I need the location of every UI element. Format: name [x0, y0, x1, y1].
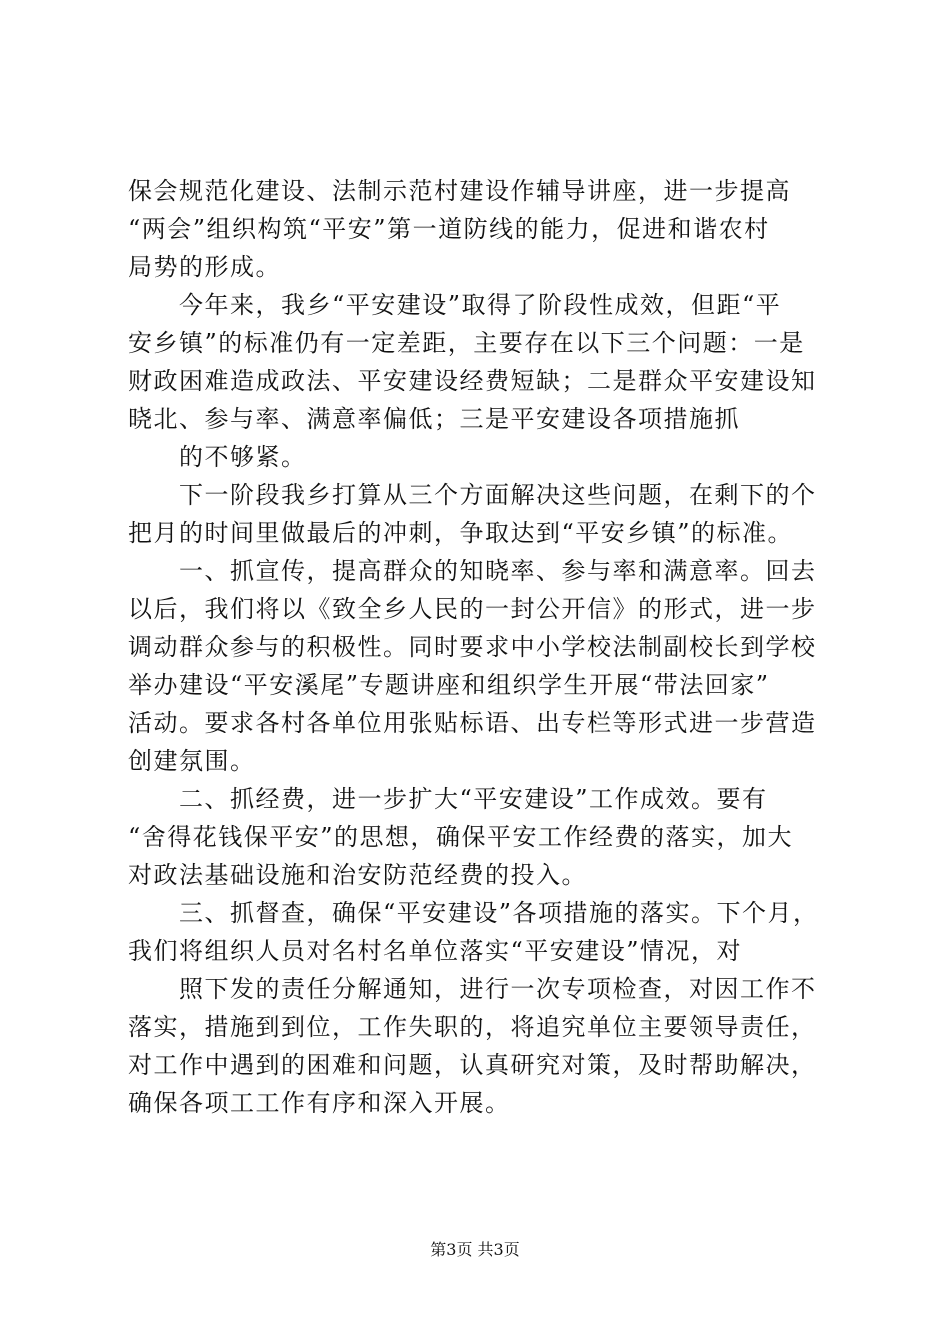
text-line: 活动。要求各村各单位用张贴标语、出专栏等形式进一步营造 [128, 709, 817, 737]
text-line: 创建氛围。 [128, 747, 256, 775]
text-line: 照下发的责任分解通知，进行一次专项检查，对因工作不 [128, 975, 817, 1003]
text-line: “舍得花钱保平安”的思想，确保平安工作经费的落实，加大 [128, 823, 794, 851]
text-line: 今年来，我乡“平安建设”取得了阶段性成效，但距“平 [128, 291, 782, 319]
text-line: 确保各项工工作有序和深入开展。 [128, 1089, 511, 1117]
text-line: 局势的形成。 [128, 253, 281, 281]
page-number-label: 第3页 共3页 [430, 1240, 520, 1259]
text-line: 对政法基础设施和治安防范经费的投入。 [128, 861, 587, 889]
text-line: 落实，措施到到位，工作失职的，将追究单位主要领导责任， [128, 1013, 817, 1041]
text-line: 以后，我们将以《致全乡人民的一封公开信》的形式，进一步 [128, 595, 817, 623]
text-line: 二、抓经费，进一步扩大“平安建设”工作成效。要有 [128, 785, 768, 813]
text-line: 三、抓督查，确保“平安建设”各项措施的落实。下个月， [128, 899, 819, 927]
text-line: 下一阶段我乡打算从三个方面解决这些问题，在剩下的个 [128, 481, 817, 509]
text-line: 保会规范化建设、法制示范村建设作辅导讲座，进一步提高 [128, 177, 791, 205]
text-line: 我们将组织人员对名村名单位落实“平安建设”情况，对 [128, 937, 743, 965]
text-line: “两会”组织构筑“平安”第一道防线的能力，促进和谐农村 [128, 215, 770, 243]
text-line: 财政困难造成政法、平安建设经费短缺；二是群众平安建设知 [128, 367, 817, 395]
text-line: 的不够紧。 [128, 443, 307, 471]
text-line: 调动群众参与的积极性。同时要求中小学校法制副校长到学校 [128, 633, 817, 661]
text-line: 安乡镇”的标准仍有一定差距，主要存在以下三个问题：一是 [128, 329, 805, 357]
text-line: 把月的时间里做最后的冲刺，争取达到“平安乡镇”的标准。 [128, 519, 794, 547]
document-body [128, 172, 838, 1122]
text-line: 晓北、参与率、满意率偏低；三是平安建设各项措施抓 [128, 405, 740, 433]
text-line: 一、抓宣传，提高群众的知晓率、参与率和满意率。回去 [128, 557, 817, 585]
text-line: 举办建设“平安溪尾”专题讲座和组织学生开展“带法回家” [128, 671, 770, 699]
text-line: 对工作中遇到的困难和问题，认真研究对策，及时帮助解决， [128, 1051, 817, 1079]
page-footer [0, 1240, 950, 1260]
